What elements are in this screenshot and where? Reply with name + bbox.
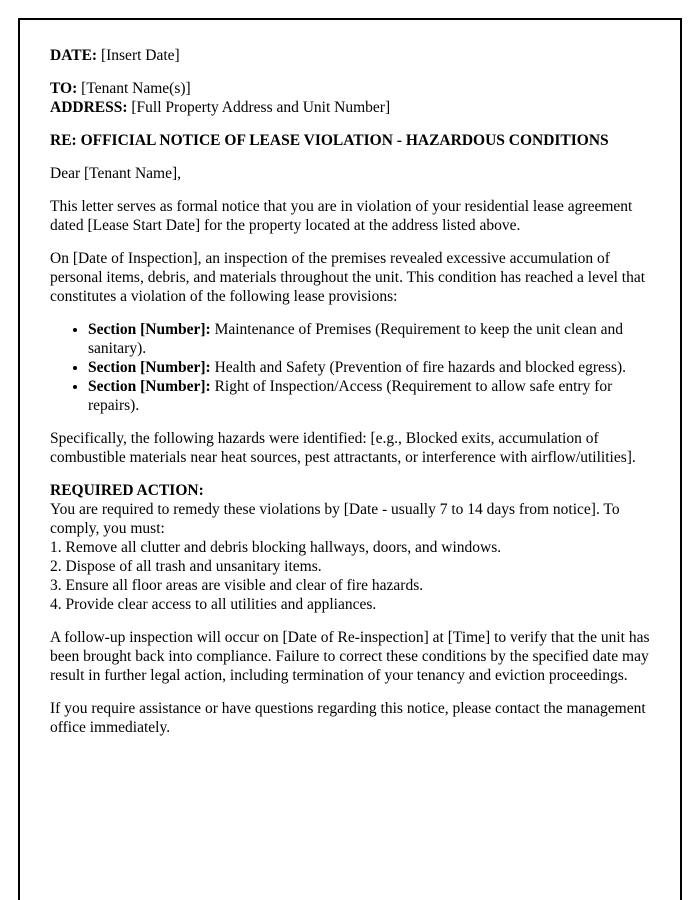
to-line — [50, 79, 650, 98]
letter-content — [20, 20, 680, 771]
address-label: ADDRESS: — [50, 99, 128, 116]
numbered-item: 3. Ensure all floor areas are visible and clear of fire hazards. — [50, 577, 424, 594]
required-action-heading-text: REQUIRED ACTION: — [50, 482, 204, 499]
document-page — [18, 18, 682, 900]
paragraph-contact: If you require assistance or have questions regarding this notice, please contact the management office immediately. — [50, 700, 646, 736]
bullet-text: Health and Safety (Prevention of fire hazards and blocked egress). — [214, 359, 627, 376]
subject-line — [50, 131, 650, 150]
bullet-text: Right of Inspection/Access (Requirement to allow safe entry for repairs). — [88, 378, 613, 414]
paragraph-inspection: On [Date of Inspection], an inspection of the premises revealed excessive accumulation of personal items, debris, and materials throughout the unit. This condition has reached a level that constitutes a violation of the following lease provisions: — [50, 250, 646, 305]
lease-provisions-list — [50, 320, 650, 415]
date-line — [50, 46, 650, 65]
list-item — [88, 358, 650, 377]
to-value: [Tenant Name(s)] — [81, 80, 191, 97]
list-item — [88, 377, 650, 415]
paragraph-followup: A follow-up inspection will occur on [Date of Re-inspection] at [Time] to verify that the unit has been brought back into compliance. Failure to correct these conditions by the specified date may result in further legal action, including termination of your tenancy and eviction proceedings. — [50, 629, 650, 684]
list-item — [88, 320, 650, 358]
bullet-label: Section [Number]: — [88, 359, 211, 376]
required-action-intro: You are required to remedy these violations by [Date - usually 7 to 14 days from notice]. To comply, you must: — [50, 501, 620, 537]
to-label: TO: — [50, 80, 78, 97]
paragraph-intro: This letter serves as formal notice that you are in violation of your residential lease agreement dated [Lease Start Date] for the property located at the address listed above. — [50, 198, 633, 234]
date-value: [Insert Date] — [100, 47, 180, 64]
address-line — [50, 98, 650, 117]
numbered-item: 1. Remove all clutter and debris blocking hallways, doors, and windows. — [50, 539, 502, 556]
subject-text: RE: OFFICIAL NOTICE OF LEASE VIOLATION - HAZARDOUS CONDITIONS — [50, 132, 609, 149]
bullet-label: Section [Number]: — [88, 321, 211, 338]
date-label: DATE: — [50, 47, 98, 64]
address-value: [Full Property Address and Unit Number] — [131, 99, 391, 116]
bullet-text: Maintenance of Premises (Requirement to keep the unit clean and sanitary). — [88, 321, 624, 357]
salutation: Dear [Tenant Name], — [50, 165, 182, 182]
recipient-block — [50, 79, 650, 117]
required-action-heading — [50, 481, 650, 500]
paragraph-hazards: Specifically, the following hazards were identified: [e.g., Blocked exits, accumulation of combustible materials near heat sources, pest attractants, or interference with airflow/utilities]. — [50, 430, 636, 466]
required-action-block — [50, 481, 650, 614]
numbered-item: 2. Dispose of all trash and unsanitary items. — [50, 558, 322, 575]
bullet-label: Section [Number]: — [88, 378, 211, 395]
numbered-item: 4. Provide clear access to all utilities and appliances. — [50, 596, 377, 613]
